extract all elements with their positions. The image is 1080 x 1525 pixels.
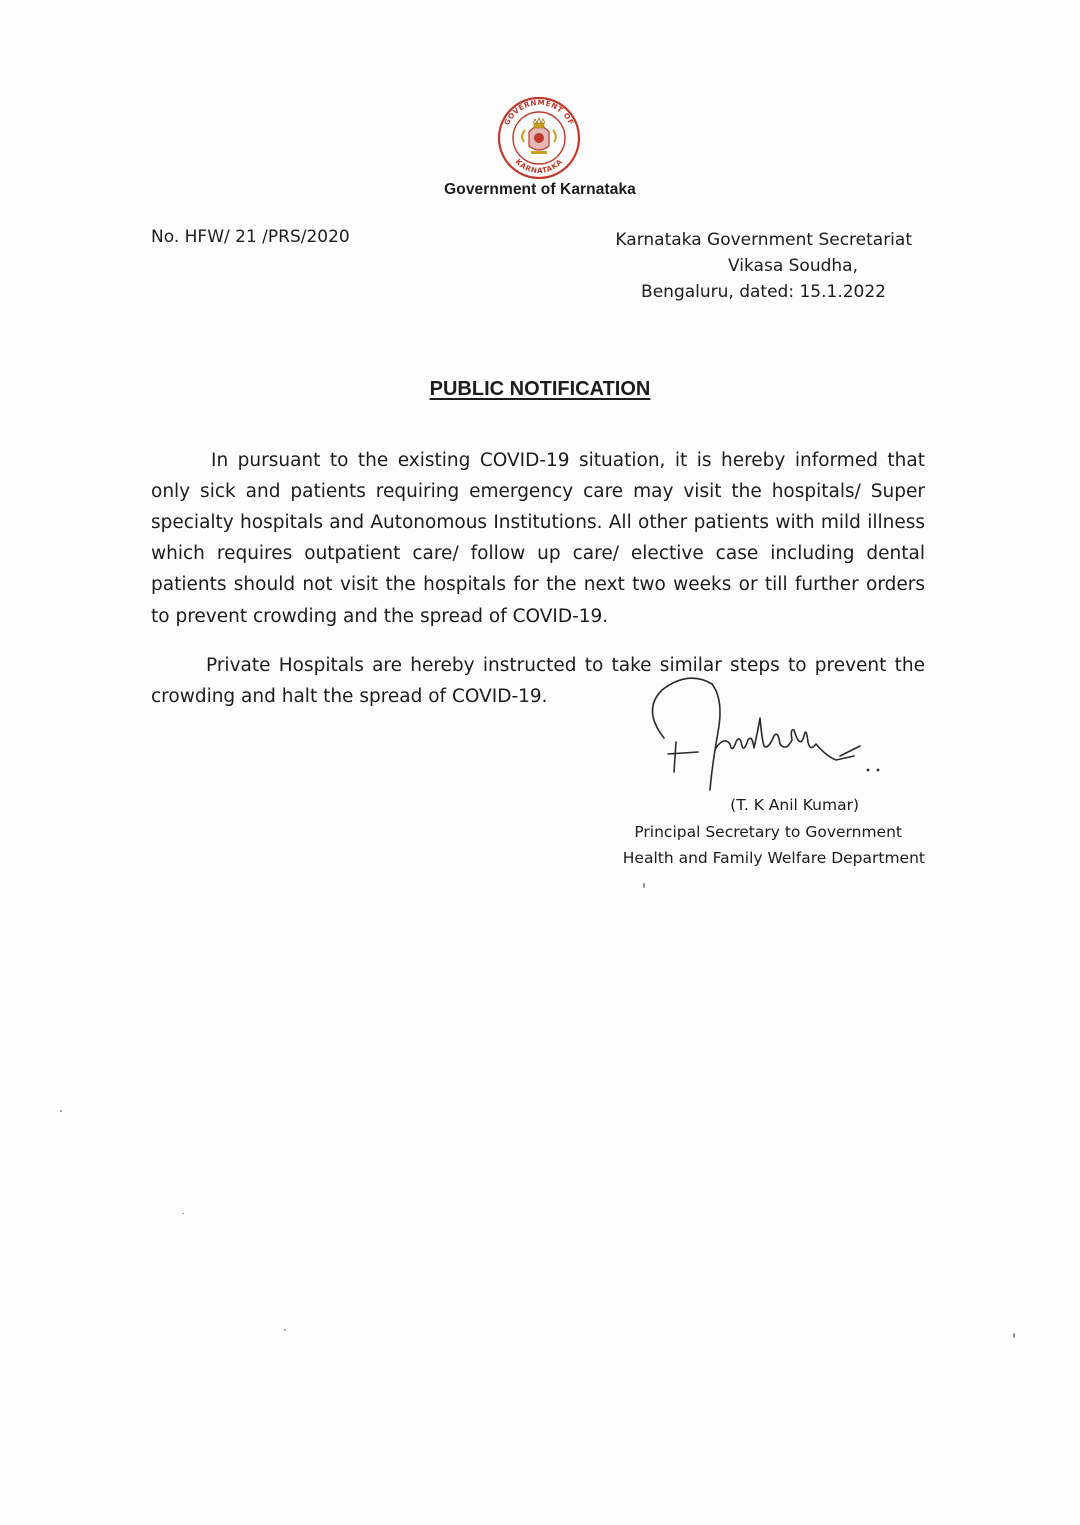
government-title: Government of Karnataka — [444, 181, 636, 198]
scan-speck — [60, 1110, 62, 1112]
signatory-block — [623, 792, 925, 872]
office-address — [615, 227, 912, 305]
notification-paragraph-2: Private Hospitals are hereby instructed to take similar steps to prevent the crowding and halt the spread of COVID-19. — [151, 654, 925, 707]
notification-paragraph-1: In pursuant to the existing COVID-19 situation, it is hereby informed that only sick and patients requiring emergency care may visit the hospitals/ Super specialty hospitals and Autonomous Institutions. All other patients with mild illness which requires outpatient care/ follow up care/ elective case including dental patients should not visit the hospitals for the next two weeks or till further orders to prevent crowding and the spread of COVID-19. — [151, 449, 925, 627]
karnataka-emblem-icon — [494, 96, 584, 180]
svg-text:GOVERNMENT OF: GOVERNMENT OF — [502, 97, 576, 127]
svg-text:KARNATAKA: KARNATAKA — [513, 156, 565, 176]
reference-number: No. HFW/ 21 /PRS/2020 — [151, 227, 350, 247]
scan-speck — [643, 883, 645, 888]
notification-heading: PUBLIC NOTIFICATION — [429, 378, 651, 400]
address-line-2: Vikasa Soudha, — [728, 256, 858, 276]
signatory-designation: Principal Secretary to Government — [634, 822, 902, 841]
signatory-name: (T. K Anil Kumar) — [730, 796, 859, 814]
signatory-department: Health and Family Welfare Department — [622, 849, 925, 867]
scan-speck — [1013, 1333, 1015, 1338]
address-line-3-date: Bengaluru, dated: 15.1.2022 — [641, 282, 886, 302]
scan-speck — [182, 1213, 184, 1214]
address-line-1: Karnataka Government Secretariat — [615, 230, 912, 250]
scan-speck — [284, 1329, 286, 1331]
